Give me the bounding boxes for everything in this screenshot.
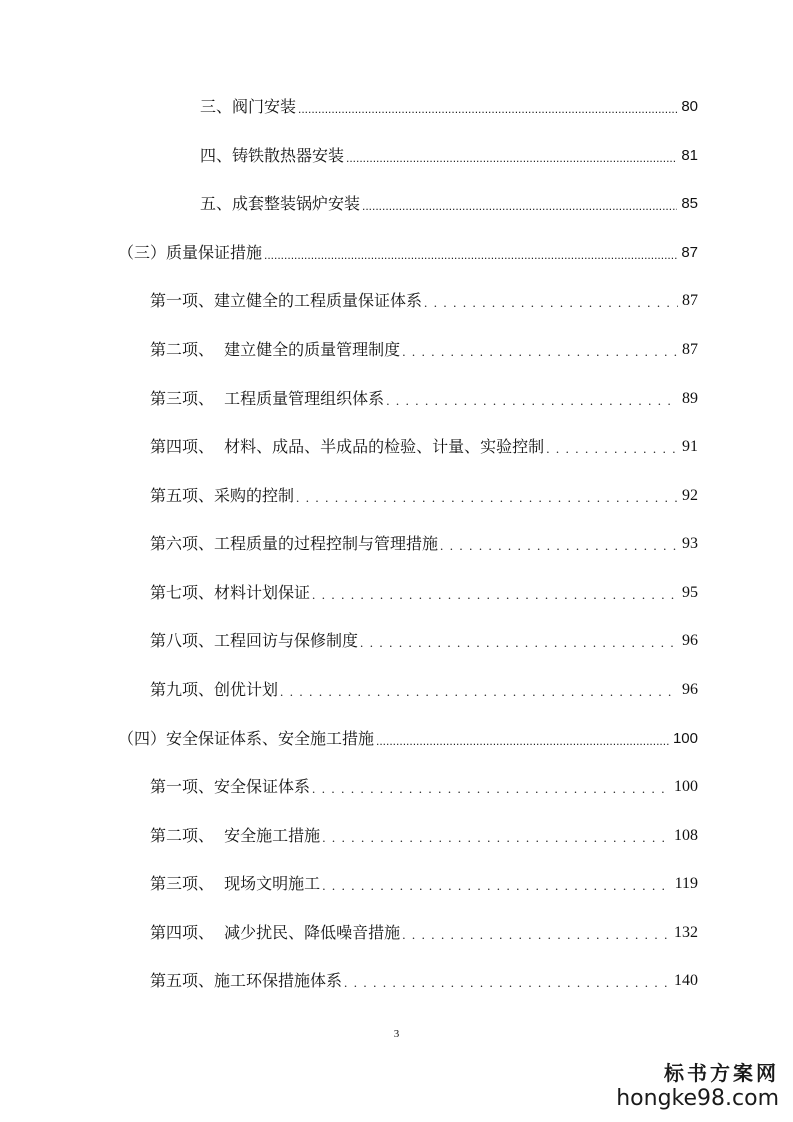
page-number: 3 — [393, 1028, 400, 1040]
toc-section-heading — [118, 726, 698, 750]
toc-entry-title: 四、铸铁散热器安装 — [200, 146, 345, 165]
toc-entry-title: 第五项、施工环保措施体系 — [150, 971, 343, 990]
toc-dot-leader — [440, 535, 678, 555]
toc-entry-page: 81 — [681, 147, 698, 164]
toc-entry-page: 140 — [674, 972, 698, 989]
toc-dot-leader — [386, 390, 678, 410]
toc-entry-page: 91 — [682, 438, 698, 455]
toc-entry — [150, 288, 698, 312]
toc-entry — [150, 871, 698, 895]
toc-dot-leader — [362, 195, 677, 215]
toc-entry — [200, 94, 698, 118]
toc-dot-leader — [360, 632, 678, 652]
toc-entry-page: 132 — [674, 924, 698, 941]
toc-dot-leader — [402, 341, 678, 361]
toc-dot-leader — [546, 438, 678, 458]
toc-section-heading — [118, 240, 698, 264]
toc-entry — [150, 337, 698, 361]
toc-entry-page: 85 — [681, 195, 698, 212]
toc-entry-page: 87 — [682, 341, 698, 358]
toc-entry-title: 第四项、 减少扰民、降低噪音措施 — [150, 923, 401, 942]
toc-entry — [150, 774, 698, 798]
toc-entry — [150, 483, 698, 507]
toc-entry-title: 第二项、 建立健全的质量管理制度 — [150, 340, 401, 359]
toc-dot-leader — [402, 924, 670, 944]
toc-entry-page: 95 — [682, 584, 698, 601]
toc-entry-title: （三）质量保证措施 — [118, 243, 263, 262]
toc-entry-page: 100 — [672, 730, 698, 747]
toc-entry-title: （四）安全保证体系、安全施工措施 — [118, 729, 375, 748]
toc-entry-page: 92 — [682, 487, 698, 504]
toc-entry-title: 第四项、 材料、成品、半成品的检验、计量、实验控制 — [150, 437, 545, 456]
toc-dot-leader — [346, 147, 677, 167]
toc-entry-title: 第一项、建立健全的工程质量保证体系 — [150, 291, 423, 310]
toc-entry — [150, 628, 698, 652]
toc-entry-page: 87 — [681, 244, 698, 261]
toc-entry-title: 第五项、采购的控制 — [150, 486, 295, 505]
toc-entry-title: 五、成套整装锅炉安装 — [200, 194, 361, 213]
toc-dot-leader — [344, 972, 670, 992]
watermark-domain-text: hongke98.com — [616, 1086, 779, 1111]
toc-entry-title: 第三项、 工程质量管理组织体系 — [150, 389, 385, 408]
toc-entry-title: 第六项、工程质量的过程控制与管理措施 — [150, 534, 439, 553]
toc-entry-title: 第八项、工程回访与保修制度 — [150, 631, 359, 650]
toc-entry — [150, 580, 698, 604]
toc-entry-page: 96 — [682, 632, 698, 649]
toc-entry-page: 108 — [674, 827, 698, 844]
toc-entry-title: 第九项、创优计划 — [150, 680, 279, 699]
toc-entry — [150, 386, 698, 410]
toc-entry-title: 第二项、 安全施工措施 — [150, 826, 321, 845]
toc-entry-page: 87 — [682, 292, 698, 309]
toc-entry-title: 第七项、材料计划保证 — [150, 583, 311, 602]
toc-dot-leader — [312, 778, 670, 798]
toc-entry-title: 三、阀门安装 — [200, 97, 297, 116]
toc-entry — [150, 920, 698, 944]
site-watermark — [616, 1060, 779, 1112]
toc-entry — [150, 968, 698, 992]
toc-entry-page: 89 — [682, 390, 698, 407]
toc-entry-page: 96 — [682, 681, 698, 698]
toc-entry — [150, 823, 698, 847]
toc-entry — [200, 143, 698, 167]
toc-entry-title: 第三项、 现场文明施工 — [150, 874, 321, 893]
watermark-chinese-text: 标书方案网 — [664, 1061, 779, 1085]
toc-dot-leader — [322, 875, 670, 895]
toc-dot-leader — [424, 292, 678, 312]
toc-dot-leader — [322, 827, 670, 847]
toc-entry — [150, 677, 698, 701]
toc-dot-leader — [376, 730, 669, 750]
toc-entry-page: 100 — [674, 778, 698, 795]
toc-dot-leader — [296, 487, 678, 507]
toc-entry-title: 第一项、安全保证体系 — [150, 777, 311, 796]
toc-entry-page: 119 — [674, 875, 698, 892]
toc-dot-leader — [280, 681, 678, 701]
toc-dot-leader — [312, 584, 678, 604]
toc-entry — [150, 434, 698, 458]
toc-dot-leader — [264, 244, 677, 264]
toc-entry — [200, 191, 698, 215]
toc-entry — [150, 531, 698, 555]
toc-dot-leader — [298, 98, 677, 118]
toc-entry-page: 93 — [682, 535, 698, 552]
toc-entry-page: 80 — [681, 98, 698, 115]
